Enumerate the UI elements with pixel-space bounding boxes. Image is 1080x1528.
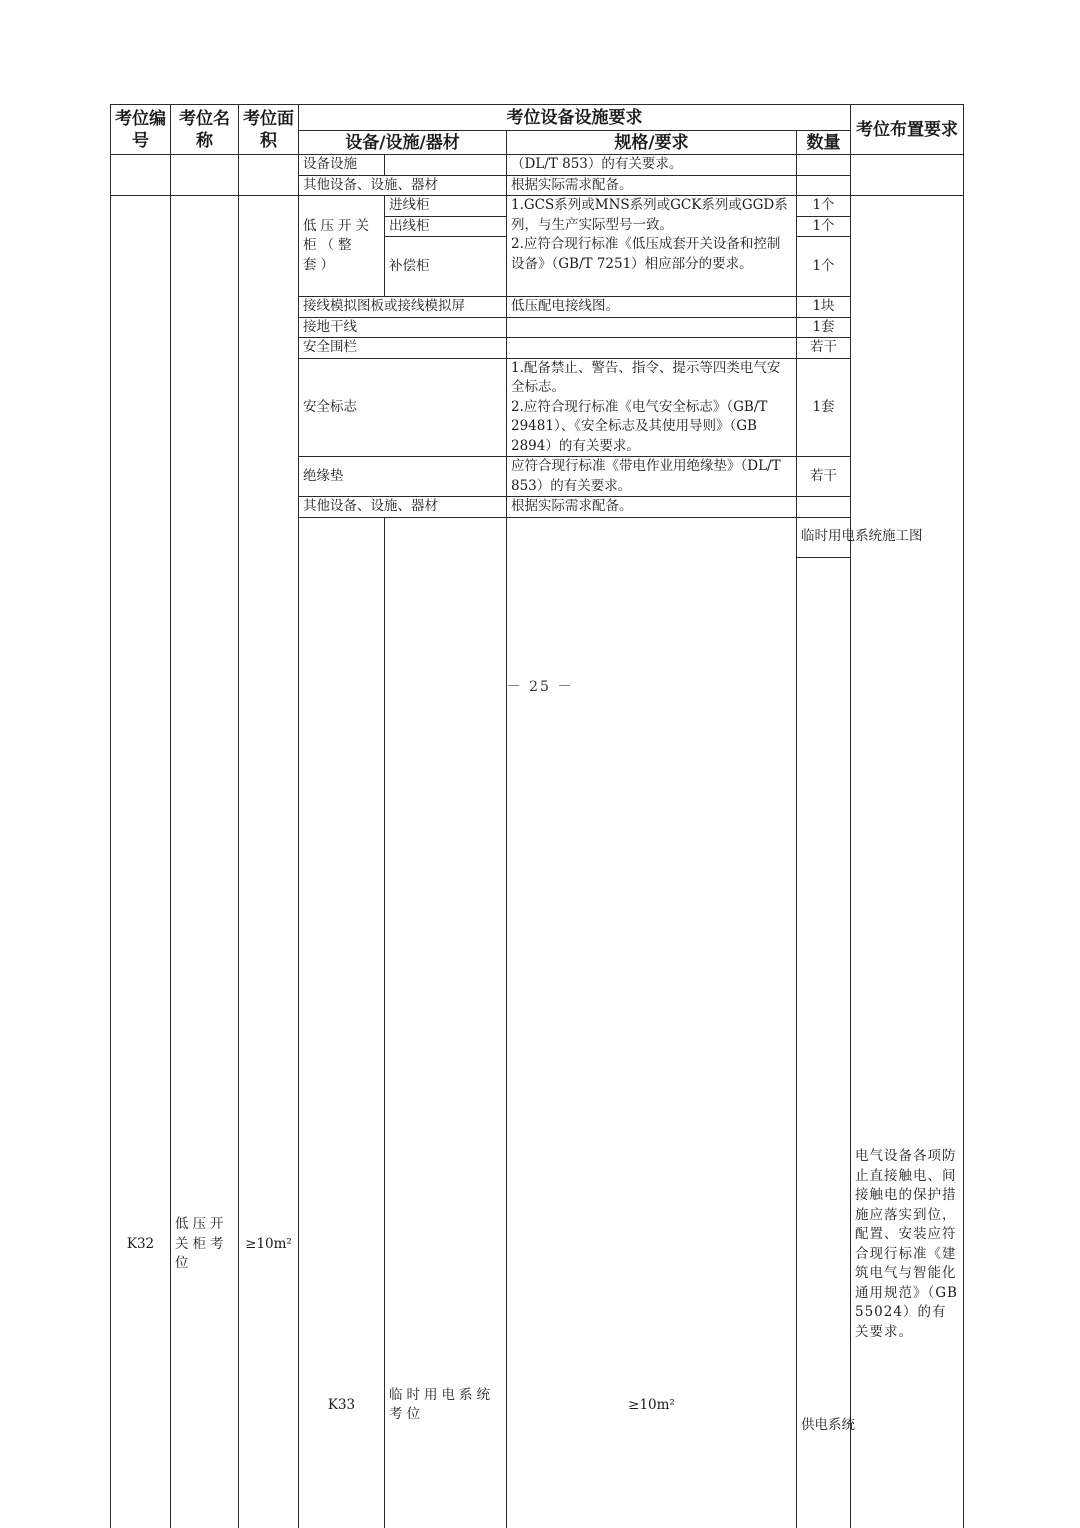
- quantity-cell: 若干: [797, 338, 851, 359]
- quantity-cell: 若干: [797, 457, 851, 497]
- cabinet-incoming-label: 进线柜: [385, 196, 507, 217]
- equipment-subtype-cell: [385, 155, 507, 176]
- header-station-id: 考位编号: [111, 105, 171, 155]
- header-equipment-requirements: 考位设备设施要求: [299, 105, 851, 131]
- spec-cell: [507, 358, 797, 457]
- prev-station-area-cell: [239, 155, 299, 196]
- quantity-cell: 1个: [797, 196, 851, 217]
- prev-layout-cell: [851, 155, 964, 196]
- equipment-cell: 其他设备、设施、器材: [299, 497, 507, 518]
- cabinet-spec-item-2: 2.应符合现行标准《低压成套开关设备和控制设备》（GB/T 7251）相应部分的要求。: [511, 235, 792, 274]
- equipment-cell: 接地干线: [299, 317, 507, 338]
- table-row: [111, 155, 964, 176]
- layout-requirements: 电气设备各项防止直接触电、间接触电的保护措施应落实到位，配置、安装应符合现行标准《建筑电气与智能化通用规范》（GB 55024）的有关要求。: [851, 196, 964, 1528]
- station-area: ≥10m²: [507, 517, 797, 1528]
- quantity-cell: [797, 175, 851, 196]
- equipment-cell: 接线模拟图板或接线模拟屏: [299, 297, 507, 318]
- quantity-cell: 1个: [797, 216, 851, 237]
- quantity-cell: [797, 155, 851, 176]
- requirements-table: [110, 104, 964, 1528]
- spec-cell: 根据实际需求配备。: [507, 175, 797, 196]
- cabinet-group-label: 低压开关柜（整套）: [299, 196, 385, 297]
- station-name: 低压开关柜考位: [171, 196, 239, 1528]
- table-row: [111, 196, 964, 217]
- spec-cell: 低压配电接线图。: [507, 297, 797, 318]
- equipment-cell: 绝缘垫: [299, 457, 507, 497]
- station-id: K33: [299, 517, 385, 1528]
- quantity-cell: 1块: [797, 297, 851, 318]
- quantity-cell: [797, 497, 851, 518]
- station-area: ≥10m²: [239, 196, 299, 1528]
- quantity-cell: 1套: [797, 317, 851, 338]
- quantity-cell: 1个: [797, 237, 851, 297]
- equipment-cell: 安全围栏: [299, 338, 507, 359]
- header-layout-requirements: 考位布置要求: [851, 105, 964, 155]
- cabinet-compensation-label: 补偿柜: [385, 237, 507, 297]
- cabinet-spec: [507, 196, 797, 297]
- spec-cell: （DL/T 853）的有关要求。: [507, 155, 797, 176]
- cabinet-outgoing-label: 出线柜: [385, 216, 507, 237]
- equipment-cell: 供电系统: [797, 557, 964, 1528]
- equipment-cell: 安全标志: [299, 358, 507, 457]
- prev-station-name-cell: [171, 155, 239, 196]
- station-name: 临时用电系统考位: [385, 517, 507, 1528]
- header-station-area: 考位面积: [239, 105, 299, 155]
- header-station-name: 考位名称: [171, 105, 239, 155]
- spec-cell: [507, 317, 797, 338]
- equipment-cell: 设备设施: [299, 155, 385, 176]
- cabinet-spec-item-1: 1.GCS系列或MNS系列或GCK系列或GGD系列，与生产实际型号一致。: [511, 196, 792, 235]
- prev-station-id-cell: [111, 155, 171, 196]
- equipment-cell: 其他设备、设施、器材: [299, 175, 507, 196]
- page-number: － 25 －: [0, 676, 1080, 696]
- station-id: K32: [111, 196, 171, 1528]
- equipment-cell: 临时用电系统施工图: [797, 517, 964, 557]
- spec-cell: 根据实际需求配备。: [507, 497, 797, 518]
- spec-cell: [507, 338, 797, 359]
- header-quantity: 数量: [797, 131, 851, 155]
- quantity-cell: 1套: [797, 358, 851, 457]
- header-equipment: 设备/设施/器材: [299, 131, 507, 155]
- sign-spec-item-1: 1.配备禁止、警告、指令、提示等四类电气安全标志。: [511, 359, 792, 398]
- header-spec: 规格/要求: [507, 131, 797, 155]
- sign-spec-item-2: 2.应符合现行标准《电气安全标志》（GB/T 29481）、《安全标志及其使用导则》（GB 2894）的有关要求。: [511, 398, 792, 457]
- spec-cell: 应符合现行标准《带电作业用绝缘垫》（DL/T 853）的有关要求。: [507, 457, 797, 497]
